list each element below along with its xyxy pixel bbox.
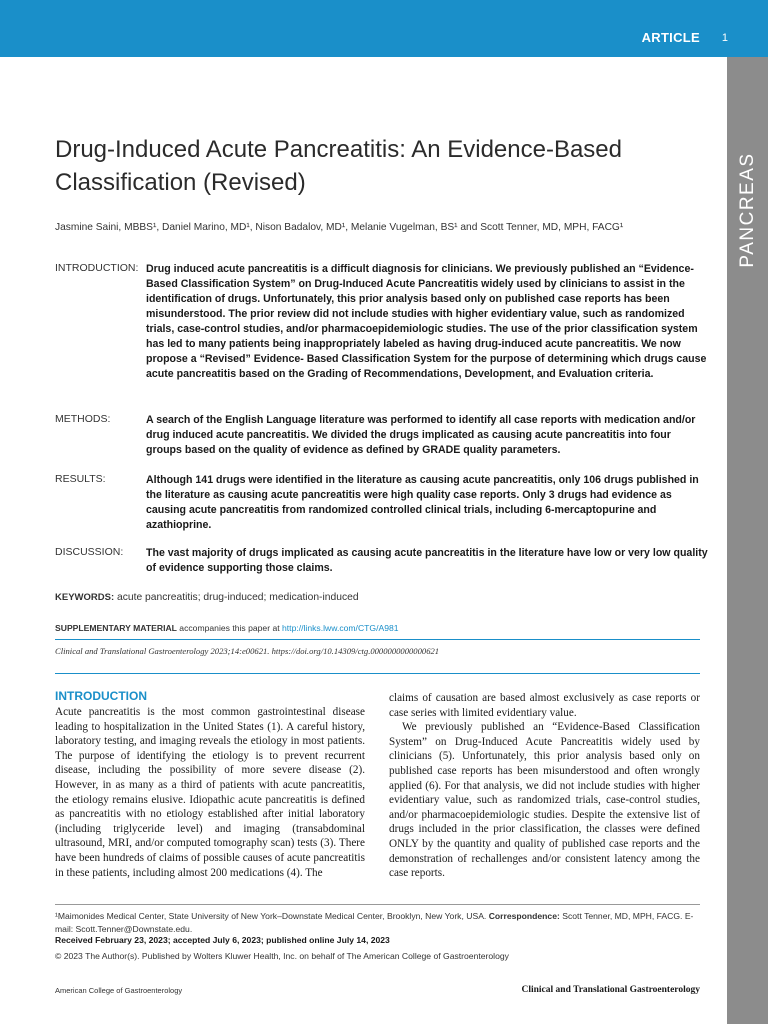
copyright: © 2023 The Author(s). Published by Wolters Kluwer Health, Inc. on behalf of The American College of Gastroenterology	[55, 951, 509, 961]
journal-header-bar	[0, 0, 768, 57]
body-column-left: Acute pancreatitis is the most common gastrointestinal disease leading to hospitalization in the United States (1). A careful history, laboratory testing, and imaging reveals the etiology in most patients. The purpose of identifying the etiology is to prevent recurrent disease, including the possibility of more severe disease (2). However, in as many as a third of patients with acute pancreatitis, the etiology remains elusive. Idiopathic acute pancreatitis is defined as pancreatitis with no etiology established after initial laboratory (including triglyceride level) and imaging (transabdominal ultrasound, MRI, and/or computed tomography scan) tests (3). There have been hundreds of claims of possible causes of acute pancreatitis in these patients, including almost 200 medications (4). The	[55, 706, 365, 879]
received-dates: Received February 23, 2023; accepted July 6, 2023; published online July 14, 2023	[55, 935, 390, 945]
abstract-label: RESULTS:	[55, 473, 106, 485]
abstract-text: The vast majority of drugs implicated as causing acute pancreatitis in the literature have low or very low quality of evidence supporting those claims.	[146, 547, 708, 574]
abstract-label: METHODS:	[55, 413, 111, 425]
author-list: Jasmine Saini, MBBS¹, Daniel Marino, MD¹, Nison Badalov, MD¹, Melanie Vugelman, BS¹ and Scott Tenner, MD, MPH, FACG¹	[55, 222, 624, 233]
correspondence-text: Scott Tenner, MD, MPH, FACG. E-mail: Scott.Tenner@Downstate.edu.	[55, 911, 694, 934]
abstract-text: Drug induced acute pancreatitis is a difficult diagnosis for clinicians. We previously published an “Evidence-Based Classification System” on Drug-Induced Acute Pancreatitis widely used by clinicians to assist in the identification of drugs. Unfortunately, this prior analysis based only on published case reports has been misunderstood. The prior review did not include studies with higher evidentiary value, such as randomized trials, case-control studies, and/or pharmacoepidemiologic studies. The use of the prior classification system has led to many patients being inappropriately labeled as having drug-induced acute pancreatitis. We now propose a “Revised” Evidence- Based Classification System for the purpose of determining which drugs cause acute pancreatitis based on the Grading of Recommendations, Development, and Evaluation criteria.	[146, 263, 707, 380]
abstract-text: Although 141 drugs were identified in the literature as causing acute pancreatitis, only 106 drugs published in the literature as causing acute pancreatitis were high quality case reports. Only 3 drugs had evidence as causing acute pancreatitis from randomized controlled clinical trials, including 6-mercaptopurine and azathioprine.	[146, 474, 699, 531]
affiliation-footnote	[55, 910, 710, 935]
abstract-label: INTRODUCTION:	[55, 262, 139, 274]
footer-publisher: American College of Gastroenterology	[55, 986, 183, 995]
supplementary-link[interactable]: http://links.lww.com/CTG/A981	[282, 623, 399, 633]
footer-journal: Clinical and Translational Gastroenterology	[521, 985, 700, 995]
keywords-text: acute pancreatitis; drug-induced; medication-induced	[117, 592, 359, 603]
correspondence-label: Correspondence:	[488, 911, 560, 921]
article-title: Drug-Induced Acute Pancreatitis: An Evidence-Based Classification (Revised)	[55, 136, 622, 196]
footnote-divider	[55, 904, 700, 905]
body-column-right	[389, 691, 700, 881]
section-label: PANCREAS	[736, 152, 758, 268]
section-label-wrap	[727, 140, 768, 280]
abstract-label: DISCUSSION:	[55, 546, 124, 558]
citation: Clinical and Translational Gastroenterology 2023;14:e00621. https://doi.org/10.14309/ctg.0000000000000621	[55, 646, 440, 656]
section-heading: INTRODUCTION	[55, 689, 147, 703]
divider	[55, 639, 700, 640]
affiliation-text: ¹Maimonides Medical Center, State University of New York–Downstate Medical Center, Brooklyn, New York, USA.	[55, 911, 487, 921]
article-type-label: ARTICLE	[641, 30, 700, 45]
supplementary-text: accompanies this paper at	[179, 623, 280, 633]
body-paragraph: claims of causation are based almost exclusively as case reports or case series with limited evidentiary value.	[389, 692, 700, 719]
keywords-label: KEYWORDS:	[55, 592, 115, 603]
abstract-text: A search of the English Language literature was performed to identify all case reports with medication and/or drug induced acute pancreatitis. We divided the drugs implicated as causing acute pancreatitis into four groups based on the quality of evidence as defined by GRADE quality parameters.	[146, 414, 696, 456]
divider	[55, 673, 700, 674]
supplementary-note	[55, 623, 715, 633]
supplementary-label: SUPPLEMENTARY MATERIAL	[55, 623, 177, 633]
keywords	[55, 592, 715, 603]
body-paragraph: We previously published an “Evidence-Based Classification System” on Drug-Induced Acute Pancreatitis widely used by clinicians (5). Unfortunately, this prior analysis based only on published case reports has been misunderstood and often wrongly applied (6). For that analysis, we did not include studies with higher evidentiary value, such as randomized trials, case-control studies, and/or pharmacoepidemiologic studies. Despite the extensive list of drugs included in the prior classification, the classes were defined ONLY by the quantity and quality of published case reports and the demonstration of rechallenges and/or consistent latency among the case reports.	[389, 721, 700, 880]
page-number: 1	[721, 32, 728, 44]
